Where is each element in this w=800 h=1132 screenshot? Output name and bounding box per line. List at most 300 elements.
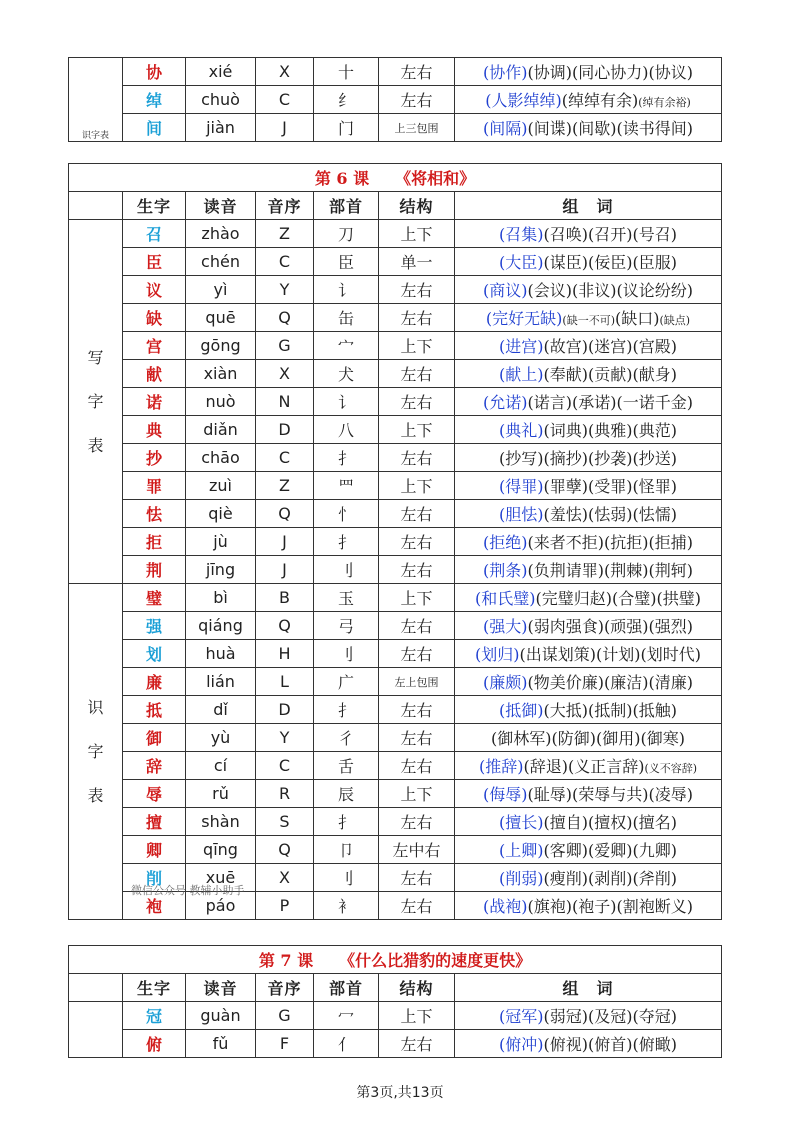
radical: 罒 [314,472,379,500]
word: (献上) [499,365,544,384]
word-group [455,220,722,248]
word: (怪罪) [632,477,677,496]
character: 召 [123,220,186,248]
table-row [69,584,722,612]
word: (廉颇) [483,673,528,692]
structure: 左右 [379,752,455,780]
table-row [69,86,722,114]
pinyin: lián [186,668,256,696]
word: (俯冲) [499,1035,544,1054]
radical: 缶 [314,304,379,332]
word-group [455,640,722,668]
structure: 上下 [379,416,455,444]
word: (侮辱) [483,785,528,804]
radical: 辰 [314,780,379,808]
word-group [455,528,722,556]
top-character-table [68,57,722,142]
lesson-number: 第 6 课 [314,169,370,188]
table-row [69,114,722,142]
word: (典范) [632,421,677,440]
word: (议论纷纷) [616,281,693,300]
pinyin: jù [186,528,256,556]
pinyin: gōng [186,332,256,360]
word: (瘦削) [543,869,588,888]
word: (一诺千金) [616,393,693,412]
pinyin: chuò [186,86,256,114]
lesson-number: 第 7 课 [258,951,314,970]
header-radical: 部首 [314,192,379,220]
word: (拒捕) [648,533,693,552]
word: (会议) [527,281,572,300]
word: (弱肉强食) [527,617,604,636]
word: (协调) [527,63,572,82]
word: (荆棘) [604,561,649,580]
table-row [69,500,722,528]
radical: 刀 [314,220,379,248]
phonetic-order: F [256,1030,314,1058]
word: (强烈) [648,617,693,636]
word: (御林军) [491,729,552,748]
word-group [455,1030,722,1058]
character: 璧 [123,584,186,612]
word: (战袍) [483,897,528,916]
word: (典礼) [499,421,544,440]
word: (非议) [572,281,617,300]
structure: 左右 [379,696,455,724]
table-row [69,612,722,640]
word: (典雅) [588,421,633,440]
word-group [455,752,722,780]
phonetic-order: C [256,248,314,276]
word: (召开) [588,225,633,244]
section-label [69,1002,123,1058]
pinyin: diǎn [186,416,256,444]
table-row [69,1002,722,1030]
table-row [69,304,722,332]
word: (完好无缺) [485,309,563,328]
word: (冠军) [499,1007,544,1026]
phonetic-order: X [256,58,314,86]
radical: 讠 [314,388,379,416]
section-label-char: 识 [87,697,104,717]
word: (御用) [596,729,641,748]
structure: 左右 [379,892,455,920]
section-label-char: 表 [87,435,104,455]
table-row [69,780,722,808]
pinyin: fǔ [186,1030,256,1058]
word: (弱冠) [543,1007,588,1026]
header-row [69,192,722,220]
radical: 犬 [314,360,379,388]
character: 削 [123,864,186,892]
phonetic-order: J [256,556,314,584]
character: 诺 [123,388,186,416]
table-row [69,668,722,696]
pinyin: jiàn [186,114,256,142]
word-group [455,1002,722,1030]
structure: 左右 [379,360,455,388]
pinyin: nuò [186,388,256,416]
word: (绰绰有余) [561,91,639,110]
word: (俯首) [588,1035,633,1054]
word-group [455,472,722,500]
word: (抗拒) [604,533,649,552]
word: (袍子) [572,897,617,916]
radical: 八 [314,416,379,444]
structure: 左右 [379,612,455,640]
pinyin: cí [186,752,256,780]
word: (推辞) [478,757,524,776]
radical: 扌 [314,808,379,836]
phonetic-order: H [256,640,314,668]
word: (间谍) [527,119,572,138]
word: (剥削) [588,869,633,888]
character: 罪 [123,472,186,500]
table-row [69,416,722,444]
phonetic-order: Q [256,500,314,528]
word-group [455,332,722,360]
structure: 上下 [379,472,455,500]
word: (协作) [483,63,528,82]
word-group [455,668,722,696]
table-row [69,444,722,472]
structure: 左右 [379,276,455,304]
character: 廉 [123,668,186,696]
lesson6-table [68,163,722,920]
word: (夺冠) [632,1007,677,1026]
word: (出谋划策) [519,645,596,664]
phonetic-order: D [256,416,314,444]
word: (和氏璧) [475,589,536,608]
structure: 左上包围 [379,668,455,696]
pinyin: qiáng [186,612,256,640]
section-label [69,584,123,920]
word: (计划) [596,645,641,664]
word: (缺一不可) [562,314,615,327]
pinyin: xiàn [186,360,256,388]
word: (怯懦) [632,505,677,524]
character: 抄 [123,444,186,472]
word: (辞退) [523,757,568,776]
table-row [69,1030,722,1058]
header-pinyin: 读音 [186,192,256,220]
word: (臣服) [632,253,677,272]
radical: 扌 [314,528,379,556]
word: (斧削) [632,869,677,888]
word-group [455,892,722,920]
structure: 左右 [379,864,455,892]
structure: 左右 [379,58,455,86]
phonetic-order: C [256,752,314,780]
word: (大抵) [543,701,588,720]
radical: 玉 [314,584,379,612]
radical: 卩 [314,836,379,864]
word: (宫殿) [632,337,677,356]
phonetic-order: Y [256,724,314,752]
word: (义正言辞) [567,757,645,776]
character: 俯 [123,1030,186,1058]
pinyin: chāo [186,444,256,472]
word: (防御) [551,729,596,748]
structure: 左右 [379,808,455,836]
phonetic-order: G [256,1002,314,1030]
word: (抄送) [632,449,677,468]
character: 荆 [123,556,186,584]
word: (故宫) [543,337,588,356]
word: (荆轲) [648,561,693,580]
word-group [455,696,722,724]
word-group [455,864,722,892]
table-row [69,752,722,780]
word-group [455,808,722,836]
character: 拒 [123,528,186,556]
character: 怯 [123,500,186,528]
word-group [455,86,722,114]
pinyin: qīng [186,836,256,864]
phonetic-order: J [256,114,314,142]
pinyin: jīng [186,556,256,584]
pinyin: qiè [186,500,256,528]
lesson6-title [69,164,722,192]
phonetic-order: R [256,780,314,808]
table-row [69,360,722,388]
character: 抵 [123,696,186,724]
word: (摘抄) [543,449,588,468]
word-group [455,388,722,416]
lesson-name: 《将相和》 [395,169,476,188]
phonetic-order: J [256,528,314,556]
word: (大臣) [499,253,544,272]
structure: 上下 [379,780,455,808]
structure: 左右 [379,528,455,556]
table-row [69,556,722,584]
word: (奉献) [543,365,588,384]
word-group [455,58,722,86]
structure: 左右 [379,1030,455,1058]
table-row [69,836,722,864]
radical: 扌 [314,444,379,472]
word: (受罪) [588,477,633,496]
word: (顽强) [604,617,649,636]
table-row [69,696,722,724]
word: (进宫) [499,337,544,356]
table-row [69,472,722,500]
character: 议 [123,276,186,304]
radical: 弓 [314,612,379,640]
character: 划 [123,640,186,668]
word-group [455,276,722,304]
radical: 刂 [314,640,379,668]
phonetic-order: B [256,584,314,612]
section-label-char: 写 [87,347,104,367]
word: (谋臣) [543,253,588,272]
pinyin: zhào [186,220,256,248]
phonetic-order: Z [256,220,314,248]
word: (来者不拒) [527,533,604,552]
word: (爱卿) [588,841,633,860]
pinyin: bì [186,584,256,612]
radical: 彳 [314,724,379,752]
character: 擅 [123,808,186,836]
word: (俯视) [543,1035,588,1054]
table-row [69,332,722,360]
word: (诺言) [527,393,572,412]
structure: 左右 [379,304,455,332]
word: (罪孽) [543,477,588,496]
phonetic-order: L [256,668,314,696]
structure: 左右 [379,500,455,528]
phonetic-order: G [256,332,314,360]
character: 宫 [123,332,186,360]
word: (同心协力) [572,63,649,82]
phonetic-order: Q [256,836,314,864]
pinyin: rǔ [186,780,256,808]
section-label [69,220,123,584]
phonetic-order: X [256,864,314,892]
pinyin: yù [186,724,256,752]
word: (擅名) [632,813,677,832]
word: (得罪) [499,477,544,496]
lesson7-title-row [69,946,722,974]
word: (合璧) [612,589,657,608]
structure: 左右 [379,388,455,416]
character: 协 [123,58,186,86]
header-pinyin: 读音 [186,974,256,1002]
word: (人影绰绰) [485,91,562,110]
section-label-char: 表 [87,785,104,805]
radical: 刂 [314,556,379,584]
radical: 臣 [314,248,379,276]
header-words: 组 词 [455,192,722,220]
radical: 广 [314,668,379,696]
word: (贡献) [588,365,633,384]
pinyin: páo [186,892,256,920]
word: (胆怯) [499,505,544,524]
header-structure: 结构 [379,192,455,220]
table-row [69,724,722,752]
phonetic-order: P [256,892,314,920]
section-label-char: 字 [87,391,104,411]
word: (划时代) [640,645,701,664]
word: (荣辱与共) [572,785,649,804]
word: (御寒) [640,729,685,748]
table-row [69,808,722,836]
phonetic-order: S [256,808,314,836]
word: (羞怯) [543,505,588,524]
pinyin: dǐ [186,696,256,724]
character: 辞 [123,752,186,780]
structure: 上下 [379,220,455,248]
pinyin: huà [186,640,256,668]
word: (物美价廉) [527,673,604,692]
word: (拒绝) [483,533,528,552]
radical: 十 [314,58,379,86]
word: (划归) [475,645,520,664]
radical: 扌 [314,696,379,724]
section-label: 识字表 [69,58,123,142]
radical: 亻 [314,1030,379,1058]
radical: 纟 [314,86,379,114]
word-group [455,556,722,584]
header-order: 音序 [256,192,314,220]
word-group [455,724,722,752]
pinyin: xié [186,58,256,86]
word: (协议) [648,63,693,82]
structure: 左右 [379,640,455,668]
header-blank [69,192,123,220]
table-row [69,528,722,556]
word: (商议) [483,281,528,300]
table-row [69,58,722,86]
word-group [455,584,722,612]
character: 典 [123,416,186,444]
word: (读书得间) [616,119,693,138]
structure: 上下 [379,584,455,612]
word: (号召) [632,225,677,244]
phonetic-order: X [256,360,314,388]
character: 间 [123,114,186,142]
word-group [455,114,722,142]
word: (承诺) [572,393,617,412]
word: (擅权) [588,813,633,832]
pinyin: zuì [186,472,256,500]
word: (间隔) [483,119,528,138]
word: (允诺) [483,393,528,412]
word: (清廉) [648,673,693,692]
phonetic-order: C [256,444,314,472]
character: 冠 [123,1002,186,1030]
word-group [455,500,722,528]
header-char: 生字 [123,192,186,220]
word: (缺点) [659,314,691,327]
word-group [455,416,722,444]
pinyin: shàn [186,808,256,836]
radical: 讠 [314,276,379,304]
character: 强 [123,612,186,640]
phonetic-order: Q [256,304,314,332]
word: (凌辱) [648,785,693,804]
header-order: 音序 [256,974,314,1002]
word-group [455,612,722,640]
word: (抵制) [588,701,633,720]
word: (削弱) [499,869,544,888]
pinyin: guàn [186,1002,256,1030]
word: (抄袭) [588,449,633,468]
section-label-char: 字 [87,741,104,761]
table-row [69,220,722,248]
character: 缺 [123,304,186,332]
phonetic-order: Y [256,276,314,304]
header-row [69,974,722,1002]
table-row [69,248,722,276]
word: (上卿) [499,841,544,860]
lesson7-title [69,946,722,974]
structure: 上下 [379,332,455,360]
character: 卿 [123,836,186,864]
structure: 左右 [379,724,455,752]
table-row [69,388,722,416]
word: (间歇) [572,119,617,138]
word: (耻辱) [527,785,572,804]
lesson-name: 《什么比猎豹的速度更快》 [339,951,532,970]
word: (怯弱) [588,505,633,524]
word-group [455,248,722,276]
radical: 忄 [314,500,379,528]
word: (荆条) [483,561,528,580]
structure: 左右 [379,86,455,114]
character: 袍 [123,892,186,920]
radical: 宀 [314,332,379,360]
